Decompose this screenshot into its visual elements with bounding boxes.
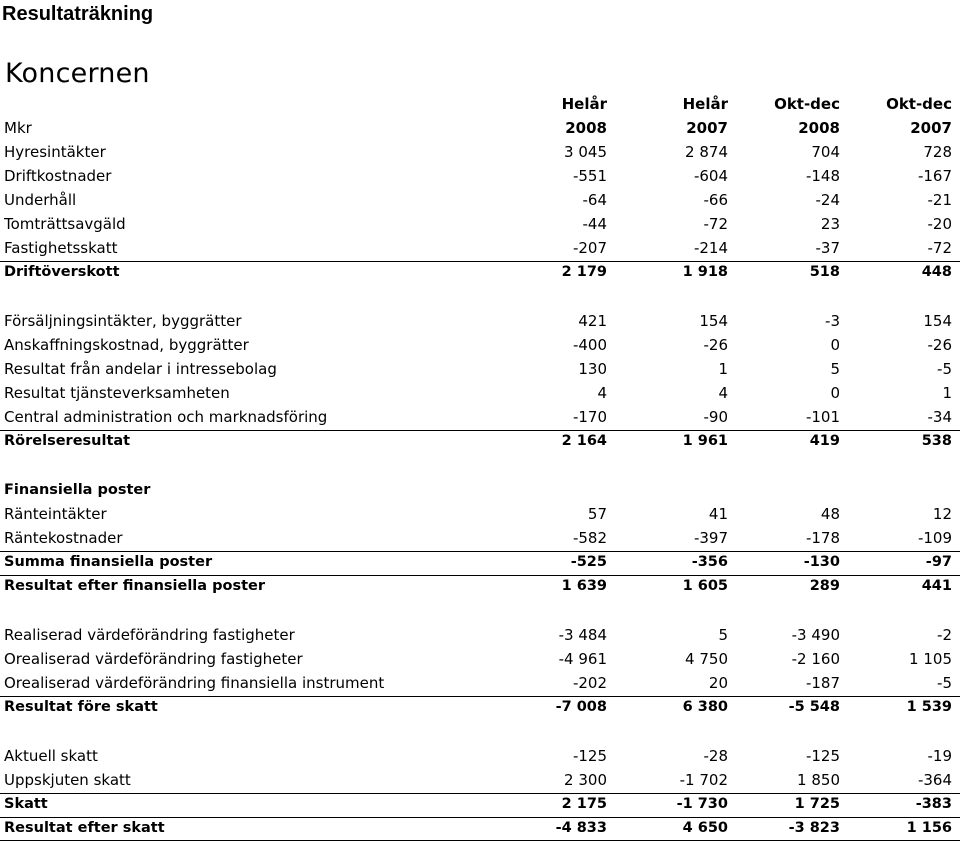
row-value: 154: [699, 312, 728, 330]
row-value: 1: [718, 360, 728, 378]
row-label: Resultat från andelar i intressebolag: [4, 360, 277, 378]
spacer-row: [0, 285, 960, 310]
row-label: Resultat efter finansiella poster: [4, 578, 265, 594]
row-value: -72: [927, 239, 952, 257]
row-value: -187: [805, 674, 840, 692]
table-row: [0, 237, 960, 261]
column-header-year: 2008: [798, 119, 840, 137]
subtotal-row: [0, 261, 960, 285]
row-label: Resultat tjänsteverksamheten: [4, 384, 230, 402]
row-value: 421: [578, 312, 607, 330]
row-value: -28: [703, 747, 728, 765]
row-value: -34: [927, 408, 952, 426]
row-value: -66: [703, 191, 728, 209]
row-value: -125: [572, 747, 607, 765]
table-row: [0, 648, 960, 672]
row-label: Fastighetsskatt: [4, 239, 118, 257]
row-value: -364: [917, 771, 952, 789]
row-value: 3 045: [564, 143, 607, 161]
row-value: -604: [693, 167, 728, 185]
row-value: 1: [942, 384, 952, 402]
row-label: Orealiserad värdeförändring finansiella instrument: [4, 674, 385, 692]
row-value: 1 605: [682, 578, 728, 594]
row-value: -37: [815, 239, 840, 257]
row-value: 57: [587, 505, 607, 523]
row-value: 12: [932, 505, 952, 523]
row-value: -26: [703, 336, 728, 354]
row-value: 41: [708, 505, 728, 523]
row-value: 1 961: [682, 433, 728, 449]
row-value: 1 639: [561, 578, 607, 594]
row-value: -2 160: [791, 650, 840, 668]
row-value: 441: [921, 578, 952, 594]
row-value: -525: [570, 554, 607, 570]
row-value: 20: [708, 674, 728, 692]
row-value: 4 750: [685, 650, 728, 668]
row-value: 6 380: [682, 699, 728, 715]
row-value: 704: [811, 143, 840, 161]
row-value: 2 175: [561, 796, 607, 812]
row-value: 0: [830, 336, 840, 354]
column-header-period: Helår: [561, 95, 607, 113]
row-label: Anskaffningskostnad, byggrätter: [4, 336, 249, 354]
row-value: 2 164: [561, 433, 607, 449]
row-value: -101: [805, 408, 840, 426]
table-row: [0, 358, 960, 382]
section-heading-row: [0, 479, 960, 503]
spacer-row: [0, 720, 960, 745]
row-value: -44: [582, 215, 607, 233]
row-value: -400: [572, 336, 607, 354]
row-value: -2: [937, 626, 952, 644]
row-value: -1 702: [679, 771, 728, 789]
row-label: Orealiserad värdeförändring fastigheter: [4, 650, 303, 668]
row-value: -7 008: [555, 699, 607, 715]
row-label: Hyresintäkter: [4, 143, 106, 161]
subtotal-row: [0, 696, 960, 720]
row-value: -72: [703, 215, 728, 233]
unit-label: Mkr: [4, 119, 32, 137]
row-value: -148: [805, 167, 840, 185]
row-value: -170: [572, 408, 607, 426]
row-value: -26: [927, 336, 952, 354]
row-value: -19: [927, 747, 952, 765]
page-title: Resultaträkning: [2, 3, 154, 25]
row-value: -214: [693, 239, 728, 257]
row-value: 518: [809, 264, 840, 280]
spacer-row: [0, 599, 960, 624]
row-value: 538: [921, 433, 952, 449]
row-value: -130: [803, 554, 840, 570]
row-value: 0: [830, 384, 840, 402]
total-row: [0, 817, 960, 841]
row-value: 1 725: [794, 796, 840, 812]
column-header-period: Okt-dec: [774, 95, 840, 113]
table-row: [0, 382, 960, 406]
table-row: [0, 503, 960, 527]
row-value: -4 961: [558, 650, 607, 668]
row-value: 5: [830, 360, 840, 378]
row-value: 289: [809, 578, 840, 594]
table-row: [0, 310, 960, 334]
row-value: -5 548: [788, 699, 840, 715]
row-value: 2 179: [561, 264, 607, 280]
row-value: 1 105: [909, 650, 952, 668]
row-value: -5: [937, 360, 952, 378]
row-value: -64: [582, 191, 607, 209]
row-value: -4 833: [555, 820, 607, 836]
row-value: -551: [572, 167, 607, 185]
column-header-year: 2008: [565, 119, 607, 137]
row-label: Central administration och marknadsföring: [4, 408, 328, 426]
table-row: [0, 406, 960, 430]
row-value: -178: [805, 529, 840, 547]
table-row: [0, 189, 960, 213]
row-value: 1 156: [906, 820, 952, 836]
row-value: -90: [703, 408, 728, 426]
table-row: [0, 165, 960, 189]
table-row: [0, 141, 960, 165]
row-label: Uppskjuten skatt: [4, 771, 131, 789]
row-value: -97: [925, 554, 952, 570]
table-row: [0, 527, 960, 551]
table-row: [0, 213, 960, 237]
row-label: Driftöverskott: [4, 264, 120, 280]
row-value: 448: [921, 264, 952, 280]
row-label: Skatt: [4, 796, 48, 812]
column-header-year: 2007: [686, 119, 728, 137]
row-value: 4 650: [682, 820, 728, 836]
row-value: -20: [927, 215, 952, 233]
row-label: Resultat före skatt: [4, 699, 158, 715]
table-row: [0, 745, 960, 769]
column-header-period: Okt-dec: [886, 95, 952, 113]
row-value: -1 730: [676, 796, 728, 812]
row-value: -356: [691, 554, 728, 570]
row-label: Realiserad värdeförändring fastigheter: [4, 626, 295, 644]
row-value: 1 918: [682, 264, 728, 280]
row-label: Finansiella poster: [4, 482, 151, 498]
row-value: 1 850: [797, 771, 840, 789]
header-row-periods: [0, 93, 960, 117]
header-row-years: [0, 117, 960, 141]
row-value: 4: [597, 384, 607, 402]
subtotal-row: [0, 551, 960, 575]
section-title: Koncernen: [5, 58, 150, 89]
row-value: 23: [820, 215, 840, 233]
subtotal-row: [0, 430, 960, 454]
row-value: 130: [578, 360, 607, 378]
table-row: [0, 624, 960, 648]
row-value: -3 823: [788, 820, 840, 836]
row-label: Driftkostnader: [4, 167, 112, 185]
row-value: -109: [917, 529, 952, 547]
row-value: -5: [937, 674, 952, 692]
row-value: 1 539: [906, 699, 952, 715]
row-value: -383: [915, 796, 952, 812]
row-value: -125: [805, 747, 840, 765]
spacer-row: [0, 454, 960, 479]
row-label: Försäljningsintäkter, byggrätter: [4, 312, 242, 330]
row-value: -397: [693, 529, 728, 547]
row-value: 5: [718, 626, 728, 644]
row-value: -21: [927, 191, 952, 209]
subtotal-row: [0, 793, 960, 817]
row-value: 419: [809, 433, 840, 449]
row-label: Aktuell skatt: [4, 747, 98, 765]
row-label: Resultat efter skatt: [4, 820, 165, 836]
row-value: 728: [923, 143, 952, 161]
income-statement-table: [0, 93, 960, 841]
table-row: [0, 769, 960, 793]
row-value: -167: [917, 167, 952, 185]
row-value: -582: [572, 529, 607, 547]
row-label: Rörelseresultat: [4, 433, 131, 449]
row-value: 2 874: [685, 143, 728, 161]
row-value: 154: [923, 312, 952, 330]
row-label: Tomträttsavgäld: [4, 215, 126, 233]
row-label: Summa finansiella poster: [4, 554, 213, 570]
row-value: 48: [820, 505, 840, 523]
row-value: -207: [572, 239, 607, 257]
table-row: [0, 672, 960, 696]
row-label: Underhåll: [4, 191, 77, 209]
column-header-year: 2007: [910, 119, 952, 137]
row-label: Ränteintäkter: [4, 505, 107, 523]
row-label: Räntekostnader: [4, 529, 123, 547]
subtotal-row: [0, 575, 960, 599]
row-value: -202: [572, 674, 607, 692]
row-value: -3 490: [791, 626, 840, 644]
row-value: -24: [815, 191, 840, 209]
row-value: 4: [718, 384, 728, 402]
column-header-period: Helår: [682, 95, 728, 113]
table-row: [0, 334, 960, 358]
row-value: -3 484: [558, 626, 607, 644]
row-value: 2 300: [564, 771, 607, 789]
row-value: -3: [825, 312, 840, 330]
